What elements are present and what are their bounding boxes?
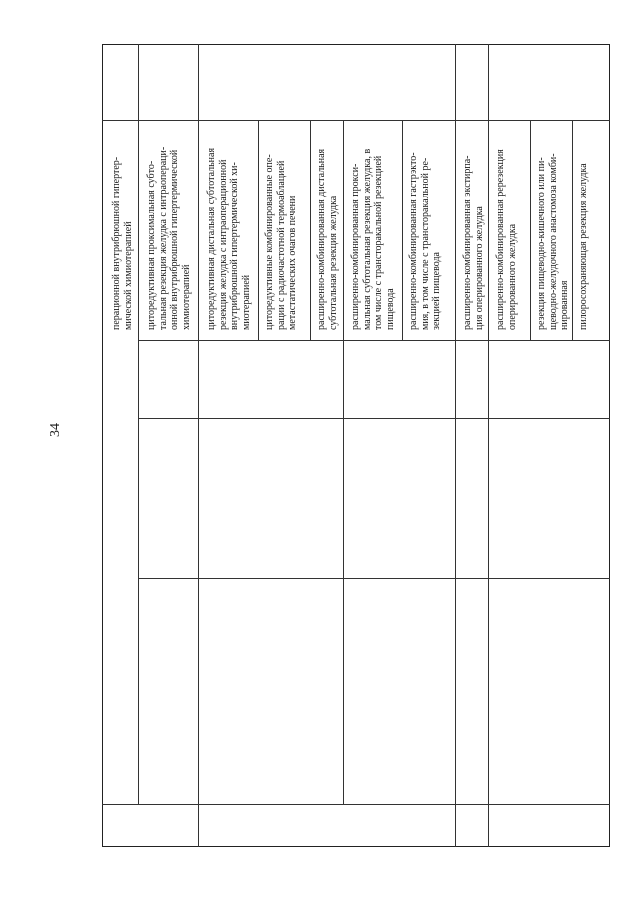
column-divider (102, 120, 610, 121)
column-divider (138, 418, 610, 419)
row-text-6: расширенно-комбинированная прокси- мальная субтотальная резекция желудка, в том числе с трансторакальной резекцией пищевода (350, 148, 396, 330)
row-text-4: циторедуктивные комбинированные опе- рации с радиочастотной термоаблацией метастатических очагов печени (264, 154, 298, 330)
row-text-10: резекция пищеводно-кишечного или пи- щеводно-желудочного анастомоза комби- нированная (536, 153, 570, 330)
row-text-9: расширенно-комбинированная ререзекция оперированного желудка (495, 149, 518, 330)
row-divider (258, 120, 259, 340)
row-text-8: расширенно-комбинированная экстирпа- ция оперированного желудка (462, 155, 485, 330)
column-divider (138, 340, 610, 341)
row-text-11: пилоросохраняющая резекция желудка (578, 163, 589, 330)
row-divider (343, 120, 344, 805)
row-divider (138, 44, 139, 804)
column-divider (102, 804, 610, 805)
page-number: 34 (48, 423, 63, 437)
row-divider (488, 44, 489, 847)
row-divider (455, 44, 456, 847)
row-divider (402, 120, 403, 340)
column-divider (138, 578, 610, 579)
row-divider (198, 44, 199, 847)
row-text-5: расширенно-комбинированная дистальная субтотальная резекция желудка (316, 148, 339, 330)
row-text-1: перационной внутрибрюшной гипертер- мической химиотерапией (111, 156, 134, 330)
row-divider (530, 120, 531, 340)
row-text-7: расширенно-комбинированная гастрэкто- мия, в том числе с трансторакальной ре- зекцией пищевода (408, 152, 442, 330)
row-divider (572, 120, 573, 340)
row-divider (310, 120, 311, 340)
row-text-3: циторедуктивная дистальная субтотальная резекция желудка с интраоперационной внутрибрюшной гипертермической хи- миотерапией (206, 147, 252, 330)
row-text-2: циторедуктивная проксимальная субто- тальная резекция желудка с интраопераци- онной внутрибрюшной гипертермической химиотерапией (146, 146, 192, 330)
